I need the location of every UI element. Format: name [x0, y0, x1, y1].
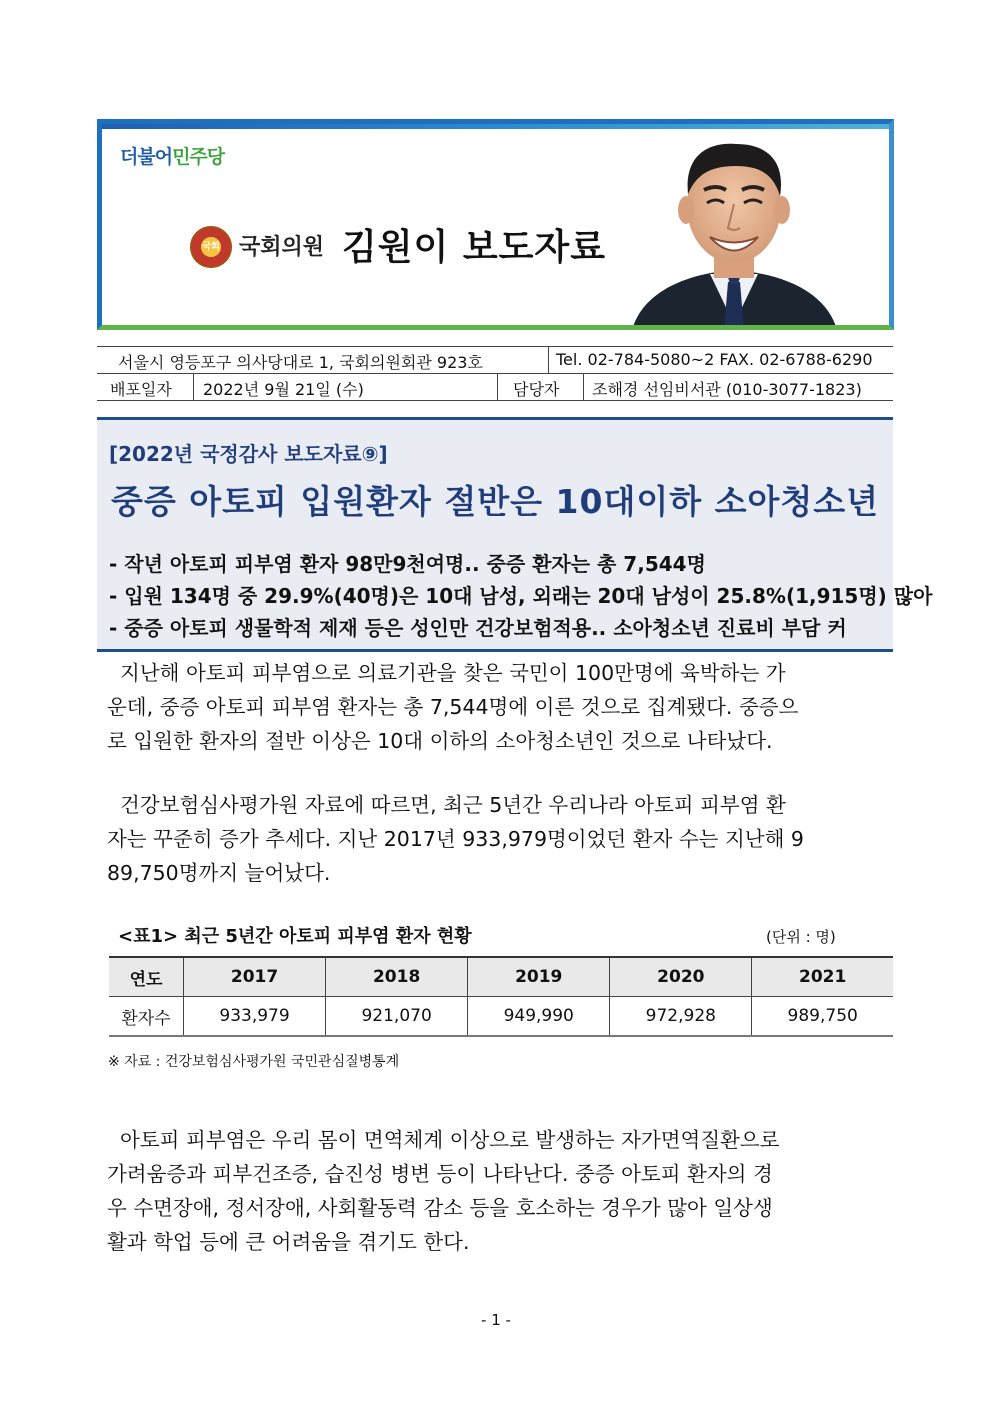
contact-person-label: 담당자: [513, 380, 560, 399]
main-headline: 중증 아토피 입원환자 절반은 10대이하 소아청소년: [111, 482, 879, 521]
release-title: 김원이 보도자료: [342, 227, 606, 268]
paragraph-line: 아토피 피부염은 우리 몸이 면역체계 이상으로 발생하는 자가면역질환으로: [107, 1128, 780, 1152]
contact-person: 조해경 선임비서관 (010-3077-1823): [592, 380, 862, 399]
release-date-label: 배포일자: [110, 380, 172, 399]
info-bottom-rule: [97, 400, 893, 401]
lawmaker-portrait: [622, 124, 847, 330]
body-paragraph-2: [107, 788, 885, 890]
series-tag: [2022년 국정감사 보도자료⑨]: [109, 442, 388, 466]
paragraph-line: 활과 학업 등에 큰 어려움을 겪기도 한다.: [107, 1230, 470, 1254]
paragraph-line: 로 입원한 환자의 절반 이상은 10대 이하의 소아청소년인 것으로 나타났다.: [107, 729, 773, 753]
table-header-row: [109, 957, 893, 997]
info-mid-rule: [97, 373, 893, 374]
sub-headline: - 중증 아토피 생물학적 제재 등은 성인만 건강보험적용.. 소아청소년 진료비 부담 커: [109, 616, 847, 640]
info-divider: [193, 373, 194, 400]
table-header-cell: 2019: [468, 957, 610, 997]
national-assembly-emblem-icon: [190, 226, 232, 268]
paragraph-line: 운데, 중증 아토피 피부염 환자는 총 7,544명에 이른 것으로 집계됐다. 중증으: [107, 695, 799, 719]
release-date: 2022년 9월 21일 (수): [203, 380, 364, 399]
table-header-cell: 2017: [184, 957, 326, 997]
table-cell: 환자수: [121, 1008, 171, 1029]
body-paragraph-3: [107, 1123, 885, 1259]
paragraph-line: 지난해 아토피 피부염으로 의료기관을 찾은 국민이 100만명에 육박하는 가: [107, 661, 786, 685]
emblem-text: 국회: [202, 242, 220, 252]
press-banner: [97, 119, 894, 330]
table-cell: 921,070: [326, 997, 468, 1037]
headline-box: [97, 417, 933, 652]
page-number: - 1 -: [481, 1311, 511, 1329]
paragraph-line: 89,750명까지 늘어났다.: [107, 861, 331, 885]
table-header-cell: 2021: [752, 957, 893, 997]
info-divider: [548, 346, 549, 373]
office-contact: Tel. 02-784-5080~2 FAX. 02-6788-6290: [556, 350, 873, 369]
info-divider: [497, 373, 498, 400]
sub-headline: - 입원 134명 중 29.9%(40명)은 10대 남성, 외래는 20대 남성이 25.8%(1,915명) 많아: [109, 584, 933, 608]
table-cell: 989,750: [752, 997, 893, 1037]
table-cell: 933,979: [184, 997, 326, 1037]
paragraph-line: 가려움증과 피부건조증, 습진성 병변 등이 나타난다. 중증 아토피 환자의 경: [107, 1162, 773, 1186]
patient-stats-table: [109, 956, 893, 1037]
table-cell: 949,990: [468, 997, 610, 1037]
table-row: [109, 997, 893, 1037]
table-cell: 972,928: [610, 997, 752, 1037]
table-header-cell: 연도: [129, 969, 163, 990]
sub-headline: - 작년 아토피 피부염 환자 98만9천여명.. 중증 환자는 총 7,544명: [109, 552, 706, 576]
body-paragraph-1: [107, 656, 885, 758]
table-title: <표1> 최근 5년간 아토피 피부염 환자 현황: [118, 926, 472, 947]
table-header-cell: 2018: [326, 957, 468, 997]
assembly-member-label: 국회의원: [239, 235, 325, 260]
party-logo: 더불어민주당: [120, 146, 225, 168]
table-source: ※ 자료 : 건강보험심사평가원 국민관심질병통계: [108, 1054, 400, 1070]
paragraph-line: 자는 꾸준히 증가 추세다. 지난 2017년 933,979명이었던 환자 수는 지난해 9: [107, 827, 804, 851]
info-divider: [583, 373, 584, 400]
table-unit: (단위 : 명): [766, 928, 836, 946]
office-address: 서울시 영등포구 의사당대로 1, 국회의원회관 923호: [118, 353, 483, 372]
table-header-cell: 2020: [610, 957, 752, 997]
info-top-rule: [97, 346, 893, 347]
paragraph-line: 건강보험심사평가원 자료에 따르면, 최근 5년간 우리나라 아토피 피부염 환: [107, 793, 786, 817]
paragraph-line: 우 수면장애, 정서장애, 사회활동력 감소 등을 호소하는 경우가 많아 일상생: [107, 1196, 773, 1220]
